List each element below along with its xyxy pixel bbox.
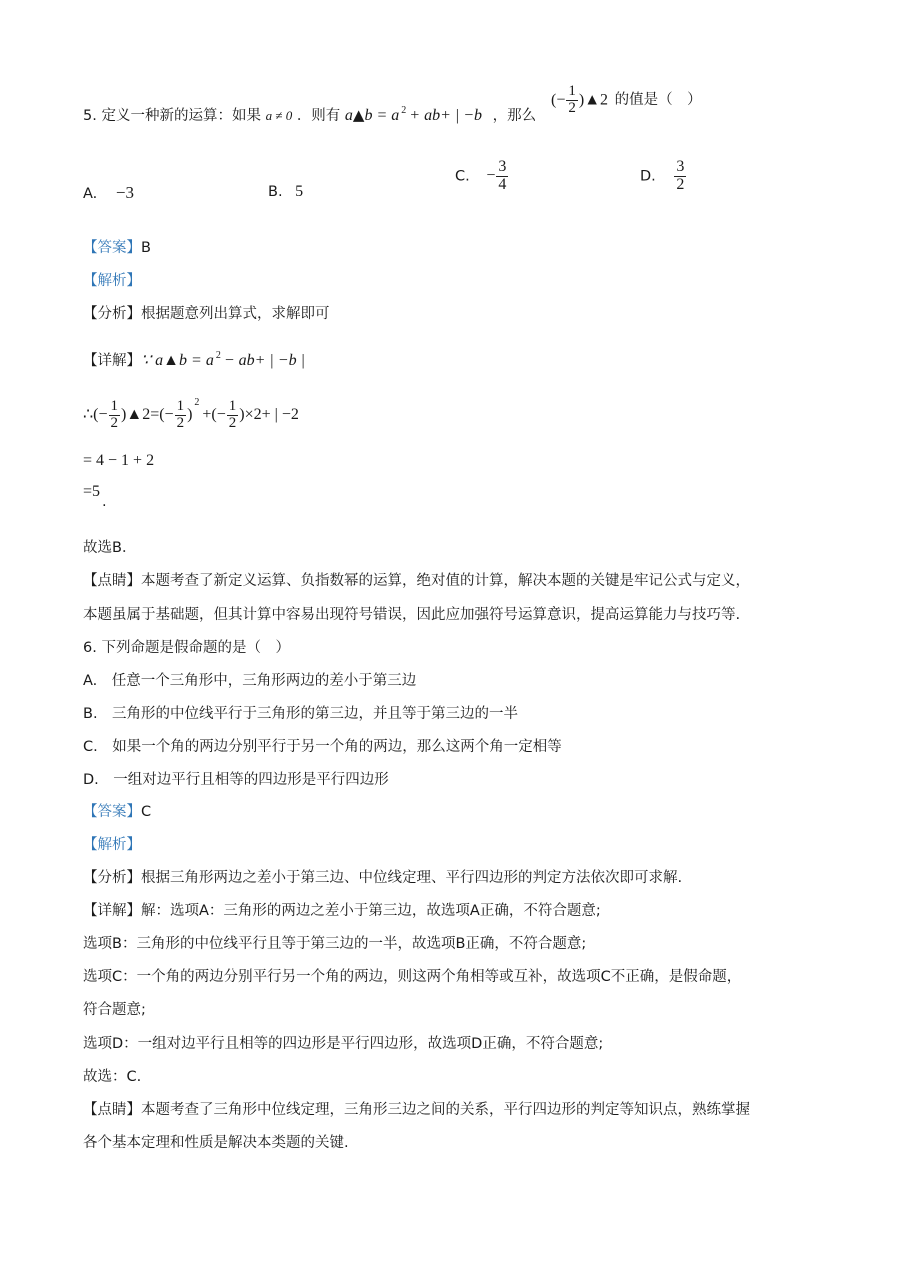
q6-option-c: C. 如果一个角的两边分别平行于另一个角的两边，那么这两个角一定相等 <box>83 739 562 755</box>
q6-option-b: B. 三角形的中位线平行于三角形的第三边，并且等于第三边的一半 <box>83 706 519 722</box>
q6-detail-3: 选项C：一个角的两边分别平行另一个角的两边，则这两个角相等或互补，故选项C不正确，是假命题， <box>83 969 742 985</box>
q5-option-c-fraction: $\frac{3}{4}$ <box>498 158 507 193</box>
q6-detail-2: 选项B：三角形的中位线平行且等于第三边的一半，故选项B正确，不符合题意; <box>83 936 587 952</box>
q6-detail-4: 符合题意; <box>83 1002 146 1018</box>
q5-dianjing-1: 【点睛】本题考查了新定义运算、负指数幂的运算，绝对值的计算，解决本题的关键是牢记公式与定义， <box>83 573 750 589</box>
q5-option-a: A. −3 <box>83 183 134 202</box>
q5-condition: a ≠ 0 <box>265 108 293 123</box>
q5-def-exponent: 2 <box>401 105 407 116</box>
q5-fenxi: 【分析】根据题意列出算式，求解即可 <box>83 306 330 322</box>
q6-detail-1: 【详解】解：选项A：三角形的两边之差小于第三边，故选项A正确，不符合题意; <box>83 903 601 919</box>
q5-expression: (− $\frac{1}{2}$ )▲2 的值是（ ） <box>551 83 702 116</box>
q6-answer: 【答案】C <box>83 804 152 820</box>
q6-dianjing-2: 各个基本定理和性质是解决本类题的关键. <box>83 1135 349 1151</box>
q5-stem-b: ．则有 <box>296 108 341 124</box>
q5-stem <box>83 101 536 126</box>
q5-option-d: D. $\frac{3}{2}$ <box>640 158 685 193</box>
q5-option-c: C. − $\frac{3}{4}$ <box>455 158 507 193</box>
q6-fenxi: 【分析】根据三角形两边之差小于第三边、中位线定理、平行四边形的判定方法依次即可求解. <box>83 870 683 886</box>
q5-half-fraction: $\frac{1}{2}$ <box>568 83 576 116</box>
q6-option-d: D. 一组对边平行且相等的四边形是平行四边形 <box>83 772 389 788</box>
q6-detail-6: 故选：C. <box>83 1069 142 1085</box>
q5-stem-a: 定义一种新的运算：如果 <box>101 108 261 124</box>
q5-number: 5. <box>83 108 97 124</box>
triangle-operator-icon: ▲ <box>352 106 365 124</box>
q5-analysis-tag: 【解析】 <box>83 273 141 289</box>
q5-detail: 【详解】∵ a▲b = a $^2$ − ab+ | −b | <box>83 350 305 369</box>
q6-analysis-tag: 【解析】 <box>83 837 141 853</box>
q5-step1: ∴(− $\frac{1}{2}$ )▲2=(− $\frac{1}{2}$ )$^2$+(− $\frac{1}{2}$ )×2+ | −2 <box>83 397 299 431</box>
q5-dianjing-2: 本题虽属于基础题，但其计算中容易出现符号错误，因此应加强符号运算意识，提高运算能力与技巧等. <box>83 607 741 623</box>
q5-step3: =5. <box>83 483 107 510</box>
q5-option-d-fraction: $\frac{3}{2}$ <box>676 158 685 193</box>
q5-def-b: b = a <box>364 107 400 124</box>
q6-dianjing-1: 【点睛】本题考查了三角形中位线定理，三角形三边之间的关系，平行四边形的判定等知识点，熟练掌握 <box>83 1102 750 1118</box>
q5-option-b: B. 5 <box>268 183 304 200</box>
q5-conclude: 故选B． <box>83 540 137 556</box>
q5-def-a: a <box>344 107 353 124</box>
q5-step2: = 4 − 1 + 2 <box>83 452 155 469</box>
q5-def-c: + ab+ | −b <box>409 107 483 124</box>
q5-stem-c: ，那么 <box>492 108 537 124</box>
q6-option-a: A. 任意一个三角形中，三角形两边的差小于第三边 <box>83 673 417 689</box>
q6-detail-5: 选项D：一组对边平行且相等的四边形是平行四边形，故选项D正确，不符合题意; <box>83 1036 604 1052</box>
q5-answer: 【答案】B <box>83 240 151 256</box>
q5-stem-d: 的值是（ ） <box>614 92 702 109</box>
q6-stem: 6. 下列命题是假命题的是（ ） <box>83 640 290 656</box>
